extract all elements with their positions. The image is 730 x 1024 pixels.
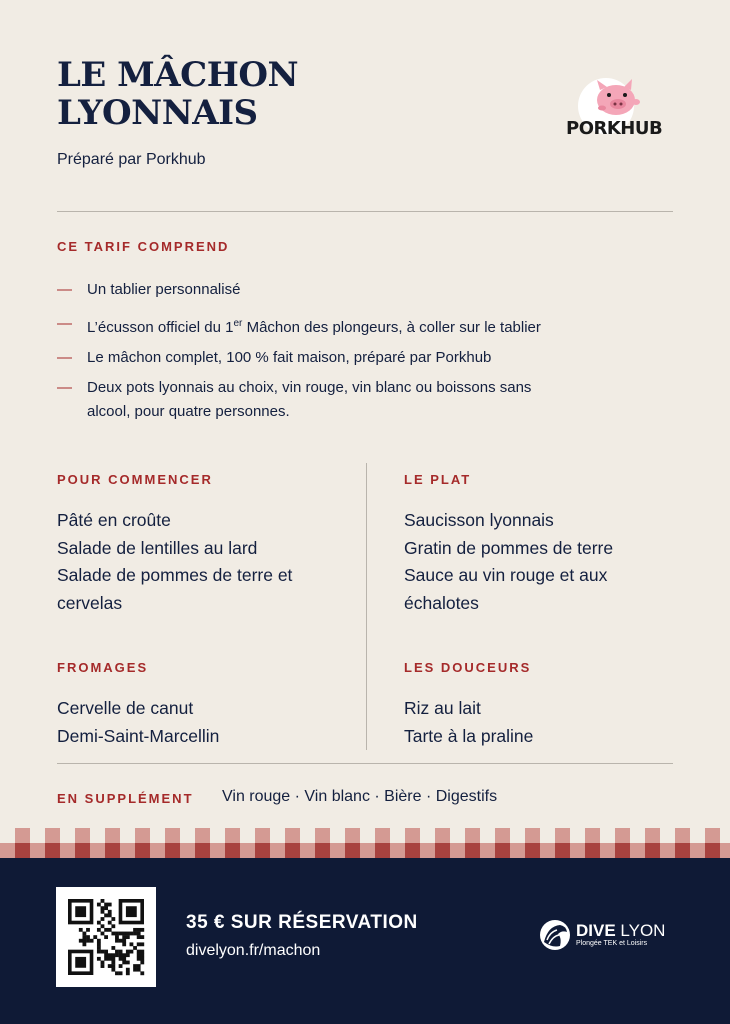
column-divider	[366, 463, 367, 750]
cheese-label: FROMAGES	[57, 660, 149, 675]
supplement-items: Vin rouge · Vin blanc · Bière · Digestifs	[222, 788, 498, 805]
include-text: Un tablier personnalisé	[87, 281, 241, 298]
ordinal-suffix: er	[233, 318, 243, 329]
list-item	[57, 346, 577, 370]
menu-item: Riz au lait	[404, 698, 481, 718]
supplement-label: EN SUPPLÉMENT	[57, 791, 194, 806]
main-list	[404, 507, 613, 617]
desserts-list	[404, 695, 533, 750]
cheese-list	[57, 695, 219, 750]
dash-bullet: —	[57, 349, 72, 366]
divelyon-logo	[538, 918, 668, 954]
include-text: Le mâchon complet, 100 % fait maison, préparé par Porkhub	[87, 349, 492, 366]
page-title	[57, 56, 298, 132]
desserts-label: LES DOUCEURS	[404, 660, 532, 675]
menu-item: Salade de pommes de terre et	[57, 565, 293, 585]
menu-item: Demi-Saint-Marcellin	[57, 725, 220, 746]
includes-list	[57, 278, 577, 430]
menu-item: échalotes	[404, 592, 479, 613]
includes-label: CE TARIF COMPREND	[57, 239, 230, 254]
menu-item: Gratin de pommes de terre	[404, 537, 614, 558]
menu-item: cervelas	[57, 592, 123, 613]
menu-item: Sauce au vin rouge et aux	[404, 565, 608, 585]
list-item	[57, 278, 577, 302]
booking-link[interactable]: divelyon.fr/machon	[186, 942, 321, 959]
porkhub-logo	[566, 76, 662, 148]
qr-code[interactable]	[56, 887, 156, 987]
lion-icon	[538, 918, 572, 952]
dash-bullet: —	[57, 379, 72, 396]
bottom-divider	[57, 763, 673, 764]
include-text: L’écusson officiel du 1	[87, 319, 234, 336]
starters-list	[57, 507, 292, 617]
menu-item: Cervelle de canut	[57, 698, 194, 718]
title-line-1: LE MÂCHON	[57, 55, 299, 95]
include-text: Deux pots lyonnais au choix, vin rouge, vin blanc ou boissons sans alcool, pour quatre personnes.	[87, 379, 532, 420]
title-line-2: LYONNAIS	[57, 93, 258, 133]
top-divider	[57, 211, 673, 212]
subtitle: Préparé par Porkhub	[57, 151, 206, 168]
dash-bullet: —	[57, 315, 72, 332]
dash-bullet: —	[57, 281, 72, 298]
include-text-rest: Mâchon des plongeurs, à coller sur le tablier	[242, 319, 541, 336]
logo-wordmark: PORKHUB	[566, 118, 663, 139]
menu-item: Tarte à la praline	[404, 725, 534, 746]
price-label: 35 € SUR RÉSERVATION	[186, 912, 418, 933]
list-item	[57, 312, 577, 340]
starters-label: POUR COMMENCER	[57, 472, 213, 487]
menu-item: Salade de lentilles au lard	[57, 537, 258, 558]
list-item	[57, 376, 577, 424]
footer	[0, 858, 730, 1024]
qr-code-icon	[56, 887, 156, 987]
gingham-band	[0, 828, 730, 858]
divelyon-wordmark: DIVE LYON	[576, 921, 666, 940]
menu-item: Pâté en croûte	[57, 510, 171, 530]
menu-item: Saucisson lyonnais	[404, 510, 554, 530]
gingham-pattern	[0, 828, 730, 858]
main-label: LE PLAT	[404, 472, 472, 487]
divelyon-tagline: Plongée TEK et Loisirs	[576, 940, 648, 947]
